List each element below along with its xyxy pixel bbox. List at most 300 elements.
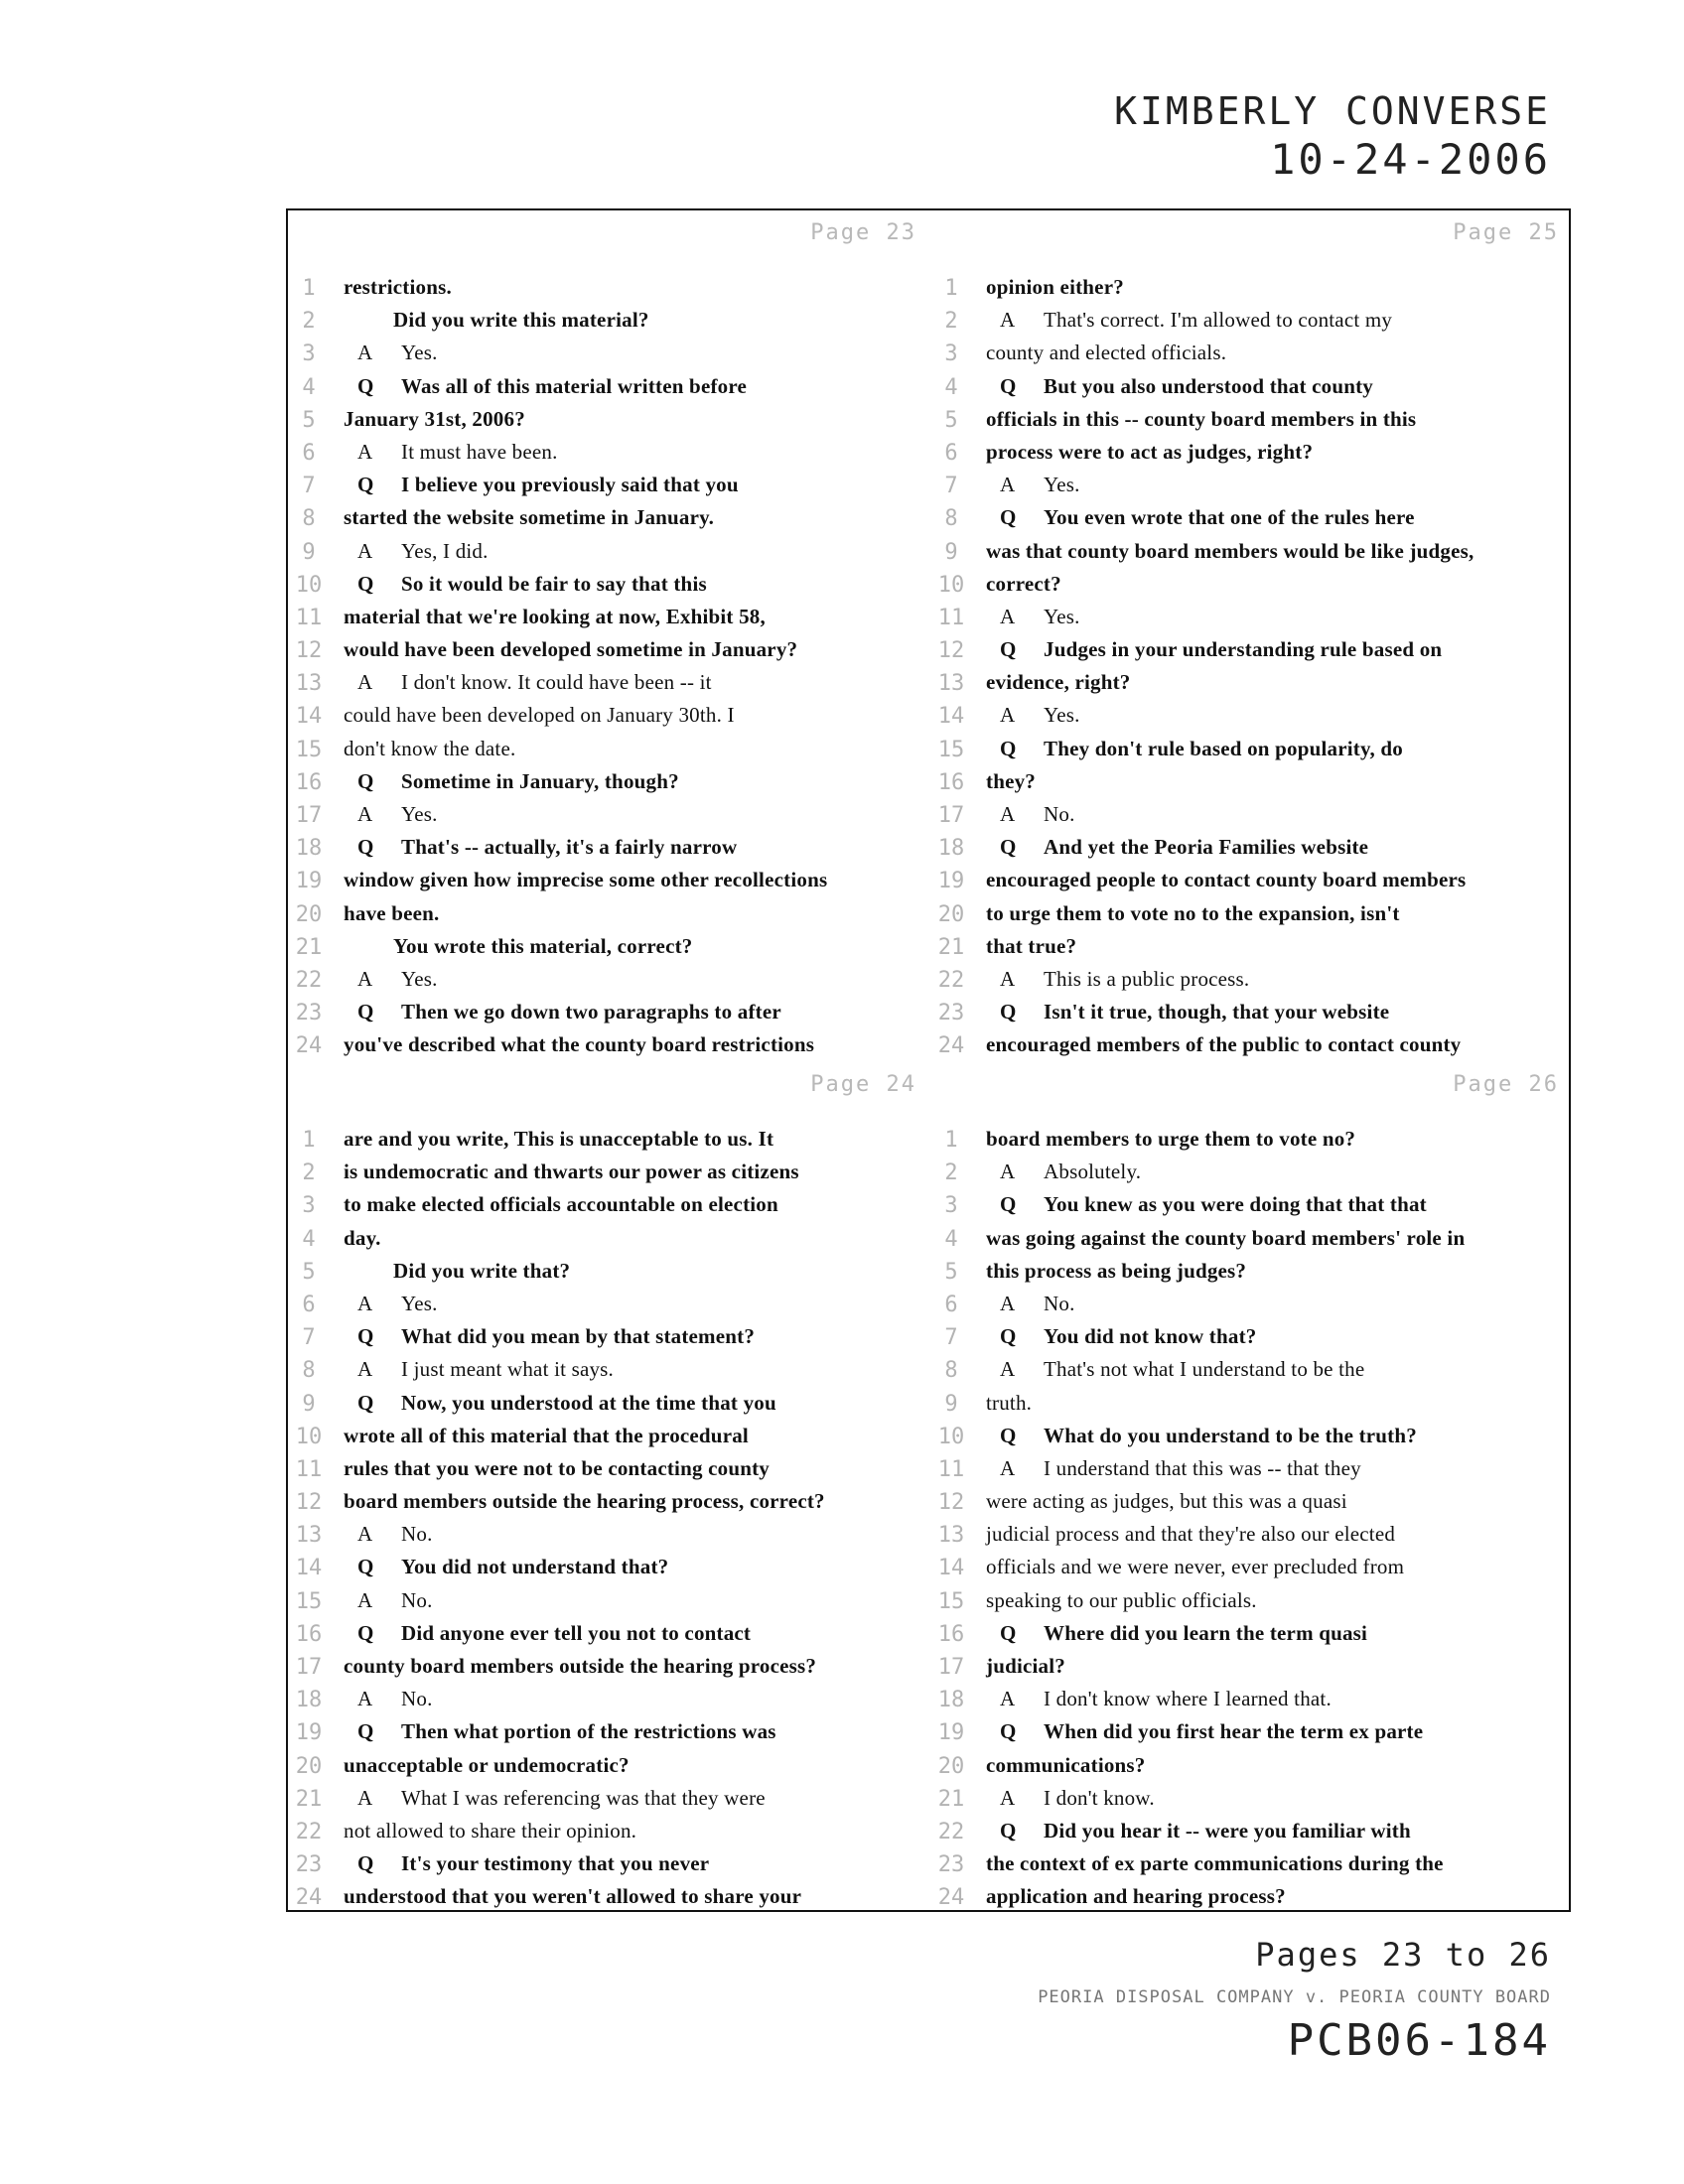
transcript-line: [930, 1486, 1573, 1519]
line-text: [357, 1357, 614, 1382]
transcript-line: [288, 865, 930, 897]
line-content: I believe you previously said that you: [401, 473, 739, 497]
line-number: 14: [937, 704, 965, 730]
line-content: you've described what the county board restrictions: [344, 1032, 815, 1057]
line-number: 10: [295, 572, 323, 598]
line-number: 5: [302, 407, 316, 433]
speaker-label: A: [1000, 703, 1016, 728]
line-content: I don't know where I learned that.: [1044, 1687, 1332, 1711]
line-text: [986, 1588, 1257, 1613]
transcript-line: [288, 799, 930, 832]
line-number: 13: [937, 1523, 965, 1549]
line-content: Yes.: [401, 1291, 438, 1315]
transcript-lines: [288, 1124, 930, 1915]
line-text: [344, 1456, 770, 1481]
line-text: [357, 1621, 751, 1646]
transcript-line: [930, 1552, 1573, 1584]
transcript-page: [288, 1062, 930, 1914]
line-text: [344, 505, 714, 530]
transcript-line: [930, 931, 1573, 964]
transcript-line: [930, 502, 1573, 535]
line-content: That's correct. I'm allowed to contact my: [1044, 308, 1393, 333]
line-text: [357, 374, 747, 399]
line-text: [1000, 1424, 1417, 1448]
speaker-label: Q: [1000, 1620, 1017, 1645]
line-text: [344, 901, 440, 926]
line-text: [357, 1786, 766, 1811]
transcript-line: [930, 700, 1573, 733]
page-label: Page 26: [1453, 1072, 1559, 1097]
line-text: [344, 1226, 381, 1251]
deposition-date: 10-24-2006: [1270, 135, 1551, 184]
line-text: [393, 1259, 570, 1284]
line-text: [357, 1522, 433, 1547]
transcript-line: [930, 1716, 1573, 1749]
line-content: correct?: [986, 571, 1061, 596]
transcript-line: [288, 1881, 930, 1914]
line-text: [986, 1522, 1395, 1547]
line-number: 10: [937, 572, 965, 598]
line-number: 5: [944, 1259, 958, 1285]
line-text: [1000, 1000, 1389, 1024]
line-number: 18: [937, 1688, 965, 1713]
line-content: they?: [986, 768, 1036, 793]
line-content: That's -- actually, it's a fairly narrow: [401, 835, 738, 860]
line-text: [1000, 605, 1080, 629]
line-number: 14: [937, 1556, 965, 1581]
transcript-line: [288, 1651, 930, 1684]
line-number: 19: [937, 869, 965, 894]
line-text: [344, 1819, 636, 1843]
transcript-line: [930, 1354, 1573, 1387]
line-number: 18: [937, 836, 965, 862]
line-number: 21: [937, 1786, 965, 1812]
transcript-line: [930, 799, 1573, 832]
line-text: [344, 703, 735, 728]
transcript-line: [288, 734, 930, 766]
transcript-frame: [286, 208, 1571, 1912]
line-number: 12: [937, 1490, 965, 1516]
case-caption: PEORIA DISPOSAL COMPANY v. PEORIA COUNTY BOARD: [1038, 1987, 1551, 2007]
line-number: 16: [295, 1621, 323, 1647]
transcript-line: [288, 437, 930, 470]
line-content: Yes.: [1044, 703, 1080, 728]
line-content: Now, you understood at the time that you: [401, 1390, 776, 1415]
transcript-line: [288, 1256, 930, 1289]
line-content: opinion either?: [986, 275, 1124, 299]
line-content: Where did you learn the term quasi: [1044, 1620, 1368, 1645]
line-content: I understand that this was -- that they: [1044, 1455, 1361, 1480]
speaker-label: A: [357, 670, 373, 695]
transcript-page: [930, 210, 1573, 1062]
transcript-line: [930, 1124, 1573, 1157]
line-text: [357, 341, 438, 365]
line-text: [986, 539, 1474, 564]
line-content: don't know the date.: [344, 736, 516, 760]
line-text: [986, 440, 1313, 465]
line-text: [986, 1884, 1286, 1909]
line-content: Yes.: [401, 966, 438, 991]
speaker-label: A: [1000, 308, 1016, 333]
line-content: No.: [1044, 802, 1075, 826]
page-range: Pages 23 to 26: [1255, 1936, 1551, 1974]
line-content: January 31st, 2006?: [344, 406, 525, 431]
transcript-line: [288, 1453, 930, 1486]
line-text: [1000, 835, 1368, 860]
line-text: [1000, 1687, 1332, 1711]
line-text: [344, 1032, 814, 1057]
line-number: 17: [937, 803, 965, 828]
line-number: 6: [302, 440, 316, 466]
line-text: [344, 1753, 630, 1778]
speaker-label: A: [357, 1357, 373, 1382]
line-content: communications?: [986, 1752, 1146, 1777]
line-number: 11: [937, 605, 965, 630]
transcript-line: [288, 1421, 930, 1453]
line-number: 16: [937, 1621, 965, 1647]
line-text: [357, 1687, 433, 1711]
transcript-line: [288, 470, 930, 502]
line-number: 17: [295, 1655, 323, 1680]
speaker-label: Q: [357, 1390, 374, 1415]
speaker-label: A: [1000, 802, 1016, 826]
speaker-label: Q: [357, 373, 374, 398]
page-label: Page 23: [810, 220, 916, 245]
line-content: So it would be fair to say that this: [401, 571, 707, 596]
line-text: [986, 1489, 1347, 1514]
line-content: No.: [401, 1687, 433, 1711]
transcript-line: [288, 997, 930, 1029]
line-number: 18: [295, 836, 323, 862]
transcript-line: [930, 437, 1573, 470]
line-number: 9: [944, 1391, 958, 1417]
line-content: material that we're looking at now, Exhibit 58,: [344, 604, 766, 628]
line-number: 10: [937, 1424, 965, 1449]
line-text: [357, 1000, 781, 1024]
speaker-label: Q: [357, 1620, 374, 1645]
line-number: 23: [937, 1001, 965, 1026]
line-number: 23: [937, 1852, 965, 1878]
line-text: [986, 670, 1131, 695]
transcript-line: [288, 766, 930, 799]
line-text: [1000, 1357, 1364, 1382]
transcript-line: [930, 1256, 1573, 1289]
line-number: 22: [295, 967, 323, 993]
line-number: 15: [937, 737, 965, 762]
speaker-label: A: [1000, 1455, 1016, 1480]
line-number: 9: [302, 539, 316, 565]
line-content: are and you write, This is unacceptable to us. It: [344, 1127, 774, 1151]
line-content: It must have been.: [401, 439, 558, 464]
line-text: [986, 1555, 1404, 1579]
line-text: [344, 275, 452, 300]
transcript-line: [930, 1421, 1573, 1453]
transcript-line: [288, 1223, 930, 1256]
line-text: [344, 1127, 773, 1152]
line-number: 9: [302, 1391, 316, 1417]
line-content: started the website sometime in January.: [344, 505, 715, 530]
transcript-line: [930, 338, 1573, 370]
line-text: [357, 1588, 433, 1613]
speaker-label: A: [357, 802, 373, 826]
line-text: [986, 1851, 1444, 1876]
line-text: [357, 1555, 668, 1579]
line-content: When did you first hear the term ex parte: [1044, 1719, 1424, 1744]
transcript-line: [930, 371, 1573, 404]
line-content: board members to urge them to vote no?: [986, 1127, 1356, 1151]
transcript-line: [288, 1848, 930, 1881]
line-content: have been.: [344, 900, 440, 925]
line-text: [1000, 1324, 1256, 1349]
line-content: county board members outside the hearing process?: [344, 1654, 817, 1678]
line-content: window given how imprecise some other recollections: [344, 868, 828, 892]
line-number: 24: [937, 1885, 965, 1911]
line-number: 15: [295, 1588, 323, 1614]
transcript-lines: [930, 1124, 1573, 1915]
transcript-line: [930, 1321, 1573, 1354]
line-number: 16: [295, 769, 323, 795]
transcript-lines: [288, 272, 930, 1063]
transcript-line: [288, 832, 930, 865]
line-content: encouraged people to contact county board members: [986, 868, 1467, 892]
line-content: were acting as judges, but this was a quasi: [986, 1489, 1347, 1514]
transcript-line: [930, 272, 1573, 305]
transcript-line: [930, 1585, 1573, 1618]
transcript-line: [288, 305, 930, 338]
line-number: 23: [295, 1001, 323, 1026]
speaker-label: Q: [1000, 637, 1017, 662]
transcript-line: [288, 338, 930, 370]
line-number: 2: [302, 309, 316, 335]
transcript-line: [930, 470, 1573, 502]
line-text: [986, 1753, 1146, 1778]
line-content: Did you hear it -- were you familiar with: [1044, 1818, 1411, 1843]
line-content: What I was referencing was that they were: [401, 1785, 766, 1810]
transcript-line: [930, 1223, 1573, 1256]
transcript-line: [930, 1783, 1573, 1816]
speaker-label: Q: [357, 768, 374, 793]
line-number: 14: [295, 704, 323, 730]
line-text: [986, 769, 1036, 794]
line-content: understood that you weren't allowed to share your: [344, 1884, 802, 1909]
line-text: [357, 1851, 709, 1876]
line-number: 22: [937, 967, 965, 993]
transcript-line: [288, 536, 930, 569]
transcript-line: [930, 569, 1573, 602]
line-content: You wrote this material, correct?: [393, 933, 693, 958]
line-text: [1000, 1192, 1427, 1217]
line-text: [986, 1032, 1461, 1057]
line-content: And yet the Peoria Families website: [1044, 835, 1369, 860]
line-content: Then we go down two paragraphs to after: [401, 1000, 781, 1024]
line-content: I don't know. It could have been -- it: [401, 670, 712, 695]
speaker-label: Q: [357, 1000, 374, 1024]
line-content: truth.: [986, 1390, 1033, 1415]
line-number: 21: [295, 934, 323, 960]
speaker-label: Q: [1000, 1719, 1017, 1744]
line-text: [393, 308, 649, 333]
transcript-line: [288, 1321, 930, 1354]
speaker-label: Q: [357, 1555, 374, 1579]
speaker-label: A: [1000, 966, 1016, 991]
transcript-line: [930, 1651, 1573, 1684]
line-content: Then what portion of the restrictions was: [401, 1719, 776, 1744]
line-text: [1000, 1456, 1361, 1481]
line-content: officials and we were never, ever precluded from: [986, 1555, 1405, 1579]
line-number: 20: [937, 1753, 965, 1779]
line-text: [1000, 505, 1415, 530]
line-number: 7: [302, 474, 316, 499]
line-text: [986, 407, 1416, 432]
speaker-label: A: [1000, 1785, 1016, 1810]
line-content: speaking to our public officials.: [986, 1587, 1257, 1612]
line-content: Yes, I did.: [401, 538, 489, 563]
line-number: 3: [302, 341, 316, 367]
line-content: Was all of this material written before: [401, 373, 748, 398]
line-text: [357, 769, 679, 794]
line-number: 17: [937, 1655, 965, 1680]
transcript-line: [288, 634, 930, 667]
transcript-line: [930, 634, 1573, 667]
line-number: 3: [944, 1193, 958, 1219]
speaker-label: A: [1000, 1687, 1016, 1711]
line-number: 11: [937, 1456, 965, 1482]
line-text: [1000, 374, 1373, 399]
transcript-line: [930, 1684, 1573, 1716]
line-content: But you also understood that county: [1044, 373, 1373, 398]
line-text: [1000, 1160, 1141, 1184]
line-text: [344, 737, 515, 761]
line-content: It's your testimony that you never: [401, 1851, 710, 1876]
speaker-label: Q: [357, 1851, 374, 1876]
line-number: 15: [937, 1588, 965, 1614]
transcript-line: [930, 1750, 1573, 1783]
line-text: [393, 934, 692, 959]
transcript-line: [288, 1684, 930, 1716]
line-text: [1000, 1819, 1411, 1843]
page-label: Page 24: [810, 1072, 916, 1097]
transcript-line: [930, 997, 1573, 1029]
line-content: Yes.: [1044, 473, 1080, 497]
line-text: [986, 934, 1076, 959]
line-number: 15: [295, 737, 323, 762]
transcript-line: [930, 734, 1573, 766]
line-text: [986, 901, 1400, 926]
line-content: the context of ex parte communications during the: [986, 1851, 1444, 1876]
line-content: Yes.: [1044, 604, 1080, 628]
line-text: [357, 1391, 776, 1416]
line-number: 24: [295, 1885, 323, 1911]
line-text: [344, 1489, 825, 1514]
transcript-line: [930, 1388, 1573, 1421]
transcript-line: [930, 667, 1573, 700]
line-text: [344, 1884, 801, 1909]
line-text: [357, 967, 438, 992]
speaker-label: A: [357, 341, 373, 365]
transcript-page: [930, 1062, 1573, 1914]
speaker-label: Q: [1000, 1324, 1017, 1349]
transcript-line: [288, 964, 930, 997]
transcript-line: [930, 1189, 1573, 1222]
line-text: [986, 1654, 1065, 1679]
transcript-line: [288, 1354, 930, 1387]
line-number: 23: [295, 1852, 323, 1878]
line-content: that true?: [986, 933, 1077, 958]
line-text: [1000, 802, 1075, 827]
line-content: officials in this -- county board members in this: [986, 406, 1417, 431]
transcript-line: [288, 272, 930, 305]
transcript-line: [288, 602, 930, 634]
line-number: 3: [302, 1193, 316, 1219]
speaker-label: Q: [1000, 1192, 1017, 1217]
transcript-line: [288, 931, 930, 964]
transcript-line: [288, 404, 930, 437]
line-number: 18: [295, 1688, 323, 1713]
line-text: [344, 1654, 816, 1679]
transcript-line: [288, 569, 930, 602]
speaker-label: Q: [1000, 505, 1017, 530]
transcript-line: [930, 1618, 1573, 1651]
line-content: Yes.: [401, 802, 438, 826]
line-text: [986, 1226, 1465, 1251]
transcript-line: [930, 964, 1573, 997]
line-content: this process as being judges?: [986, 1258, 1247, 1283]
line-text: [344, 605, 766, 629]
line-content: No.: [1044, 1291, 1075, 1315]
transcript-line: [288, 1585, 930, 1618]
line-text: [344, 1192, 778, 1217]
line-content: Did anyone ever tell you not to contact: [401, 1620, 752, 1645]
line-text: [1000, 1719, 1423, 1744]
line-content: could have been developed on January 30th. I: [344, 703, 735, 728]
line-number: 6: [944, 1292, 958, 1317]
transcript-line: [930, 865, 1573, 897]
transcript-line: [288, 371, 930, 404]
transcript-line: [930, 305, 1573, 338]
line-content: application and hearing process?: [986, 1884, 1286, 1909]
line-content: You did not know that?: [1044, 1324, 1257, 1349]
line-content: Sometime in January, though?: [401, 768, 679, 793]
line-content: encouraged members of the public to contact county: [986, 1032, 1462, 1057]
line-number: 13: [295, 1523, 323, 1549]
transcript-line: [288, 502, 930, 535]
line-text: [986, 275, 1124, 300]
transcript-line: [288, 1618, 930, 1651]
line-number: 1: [944, 1128, 958, 1153]
speaker-label: Q: [357, 571, 374, 596]
line-number: 1: [944, 276, 958, 301]
line-text: [986, 1259, 1246, 1284]
line-text: [986, 572, 1061, 597]
line-number: 12: [937, 638, 965, 664]
line-number: 6: [944, 440, 958, 466]
line-number: 6: [302, 1292, 316, 1317]
line-text: [357, 572, 707, 597]
line-text: [357, 440, 558, 465]
line-text: [357, 835, 737, 860]
speaker-label: A: [357, 1785, 373, 1810]
transcript-line: [930, 898, 1573, 931]
speaker-label: Q: [1000, 736, 1017, 760]
speaker-label: A: [357, 538, 373, 563]
transcript-line: [930, 1157, 1573, 1189]
line-number: 8: [944, 1358, 958, 1384]
line-number: 20: [295, 1753, 323, 1779]
speaker-label: A: [1000, 473, 1016, 497]
line-number: 4: [944, 1226, 958, 1252]
line-text: [344, 1424, 749, 1448]
speaker-label: Q: [357, 1324, 374, 1349]
